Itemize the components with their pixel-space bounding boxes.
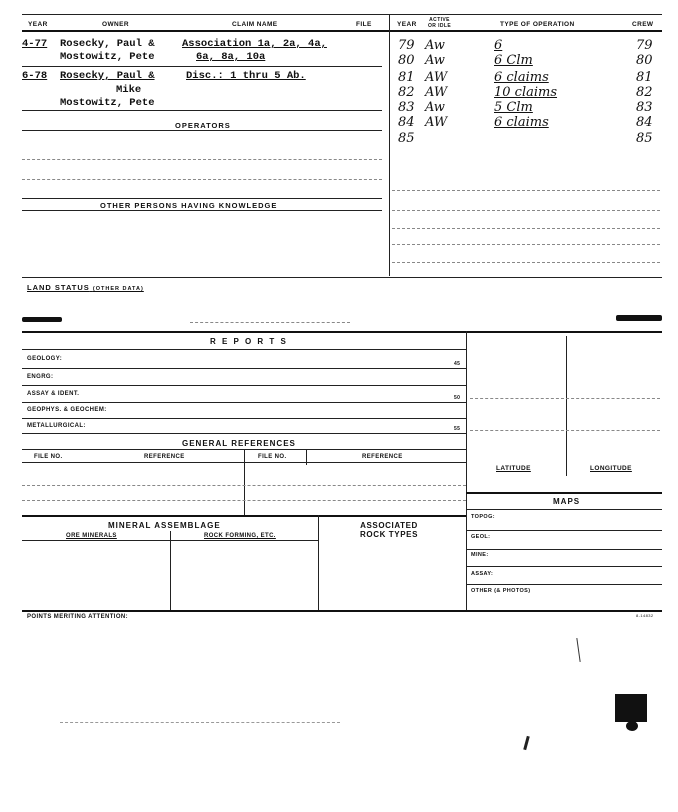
reference-label-1: REFERENCE <box>144 454 185 460</box>
file-no-label-2: FILE NO. <box>258 454 287 460</box>
activity-crew: 83 <box>636 100 653 115</box>
reports-label: R E P O R T S <box>210 337 288 346</box>
metallurgical-rule <box>22 433 466 434</box>
scan-mark-dashes <box>60 722 340 723</box>
activity-status: AW <box>425 115 448 130</box>
activity-type: 6 Clm <box>494 53 533 68</box>
operators-label: OPERATORS <box>175 121 231 130</box>
file-no-label-1: FILE NO. <box>34 454 63 460</box>
activity-status: Aw <box>425 100 445 115</box>
operators-rule <box>22 130 382 131</box>
associated-rock-types-label: ASSOCIATED ROCK TYPES <box>360 521 419 539</box>
num-55: 55 <box>454 426 461 432</box>
activity-type: 5 Clm <box>494 100 533 115</box>
activity-type: 6 claims <box>494 70 549 85</box>
form-number: 8-14832 <box>636 613 654 618</box>
lat-long-divider <box>566 336 567 476</box>
reports-top-rule <box>22 331 662 333</box>
points-meriting-label: POINTS MERITING ATTENTION: <box>27 614 129 620</box>
activity-year: 81 <box>398 70 415 85</box>
activity-crew: 84 <box>636 115 653 130</box>
col-owner-label: OWNER <box>102 21 129 28</box>
general-references-label: GENERAL REFERENCES <box>182 439 296 448</box>
ref-line-2 <box>22 500 466 501</box>
col-active-label: ACTIVE OR IDLE <box>428 17 452 29</box>
activity-crew: 81 <box>636 70 653 85</box>
claim-2-owner-line3: Mostowitz, Pete <box>60 97 155 109</box>
mineral-top-rule <box>22 515 466 517</box>
activity-year: 83 <box>398 100 415 115</box>
ref-col-divider <box>306 449 307 465</box>
operators-line-2 <box>22 179 382 180</box>
activity-year: 79 <box>398 38 415 53</box>
topog-rule <box>466 530 662 531</box>
mine-label: MINE: <box>471 552 489 558</box>
other-persons-rule <box>22 210 382 211</box>
claim-2-owner-line1: Rosecky, Paul & <box>60 70 155 82</box>
activity-line-a <box>392 190 660 191</box>
activity-line-b <box>392 210 660 211</box>
claim-1-name-line1: Association 1a, 2a, 4a, <box>182 38 327 50</box>
activity-divider <box>389 14 390 276</box>
assay-rule <box>22 402 466 403</box>
activity-year: 85 <box>398 131 415 146</box>
redaction-mark-left <box>22 317 62 322</box>
other-photos-label: OTHER (& PHOTOS) <box>471 588 531 594</box>
activity-crew: 82 <box>636 85 653 100</box>
latlong-line-1 <box>470 398 660 399</box>
assay-map-rule <box>466 584 662 585</box>
rock-forming-label: ROCK FORMING, ETC. <box>204 533 276 539</box>
ref-col-divider-mid <box>244 449 245 515</box>
geol-label: GEOL: <box>471 534 491 540</box>
reports-right-divider <box>466 331 467 610</box>
col-file-label: FILE <box>356 21 372 28</box>
activity-line-c <box>392 228 660 229</box>
claim-2-year: 6-78 <box>22 70 48 82</box>
operators-line-1 <box>22 159 382 160</box>
activity-year: 84 <box>398 115 415 130</box>
land-status-line <box>190 322 350 323</box>
maps-header-rule <box>466 509 662 510</box>
other-persons-top-rule <box>22 198 382 199</box>
col-year2-label: YEAR <box>397 21 417 28</box>
claim-2-owner-line2: Mike <box>116 84 142 96</box>
scan-mark-block <box>615 694 647 722</box>
claim-row-rule <box>22 66 382 67</box>
header-top-rule <box>22 14 662 15</box>
activity-type: 6 claims <box>494 115 549 130</box>
claim-2-name-line1: Disc.: 1 thru 5 Ab. <box>186 70 306 82</box>
activity-type: 6 <box>494 38 503 53</box>
topog-label: TOPOG: <box>471 514 495 520</box>
longitude-label: LONGITUDE <box>590 465 632 472</box>
geophys-rule <box>22 418 466 419</box>
associated-divider <box>318 515 319 610</box>
activity-crew: 80 <box>636 53 653 68</box>
ref-line-1 <box>22 485 466 486</box>
geology-label: GEOLOGY: <box>27 356 63 362</box>
activity-status: Aw <box>425 38 445 53</box>
land-status-top-rule <box>22 277 662 278</box>
header-bottom-rule <box>22 30 662 32</box>
num-45: 45 <box>454 361 461 367</box>
geophys-label: GEOPHYS. & GEOCHEM: <box>27 407 107 413</box>
col-crew-label: CREW <box>632 21 654 28</box>
redaction-mark-right <box>616 315 662 321</box>
bottom-rule <box>22 610 662 612</box>
assay-label: ASSAY & IDENT. <box>27 391 80 397</box>
metallurgical-label: METALLURGICAL: <box>27 423 86 429</box>
col-claim-name-label: CLAIM NAME <box>232 21 278 28</box>
claim-1-owner-line2: Mostowitz, Pete <box>60 51 155 63</box>
claim-1-owner-line1: Rosecky, Paul & <box>60 38 155 50</box>
col-year-label: YEAR <box>28 21 48 28</box>
claim-row-rule-2 <box>22 110 382 111</box>
latitude-label: LATITUDE <box>496 465 531 472</box>
num-50: 50 <box>454 395 461 401</box>
maps-top-rule <box>466 492 662 494</box>
mineral-assemblage-label: MINERAL ASSEMBLAGE <box>108 521 221 530</box>
col-type-operation-label: TYPE OF OPERATION <box>500 21 575 28</box>
activity-status: AW <box>425 70 448 85</box>
scan-mark-tick <box>523 736 530 750</box>
activity-year: 82 <box>398 85 415 100</box>
geology-rule <box>22 368 466 369</box>
assay-map-label: ASSAY: <box>471 571 494 577</box>
activity-status: AW <box>425 85 448 100</box>
other-persons-label: OTHER PERSONS HAVING KNOWLEDGE <box>100 201 278 210</box>
claim-1-name-line2: 6a, 8a, 10a <box>196 51 266 63</box>
engrg-rule <box>22 385 466 386</box>
maps-label: MAPS <box>553 497 581 506</box>
scan-mark-line <box>576 638 580 662</box>
latlong-line-2 <box>470 430 660 431</box>
reports-header-rule <box>22 349 466 350</box>
activity-year: 80 <box>398 53 415 68</box>
activity-status: Aw <box>425 53 445 68</box>
activity-line-e <box>392 262 660 263</box>
reference-label-2: REFERENCE <box>362 454 403 460</box>
activity-type: 10 claims <box>494 85 558 100</box>
mineral-col-divider <box>170 531 171 610</box>
ore-minerals-label: ORE MINERALS <box>66 533 117 539</box>
activity-line-d <box>392 244 660 245</box>
activity-crew: 85 <box>636 131 653 146</box>
claim-1-year: 4-77 <box>22 38 48 50</box>
activity-crew: 79 <box>636 38 653 53</box>
mine-rule <box>466 566 662 567</box>
land-status-label: LAND STATUS (OTHER DATA) <box>27 283 144 292</box>
engrg-label: ENGRG: <box>27 374 54 380</box>
scan-mark-dot <box>626 721 638 731</box>
geol-rule <box>466 549 662 550</box>
